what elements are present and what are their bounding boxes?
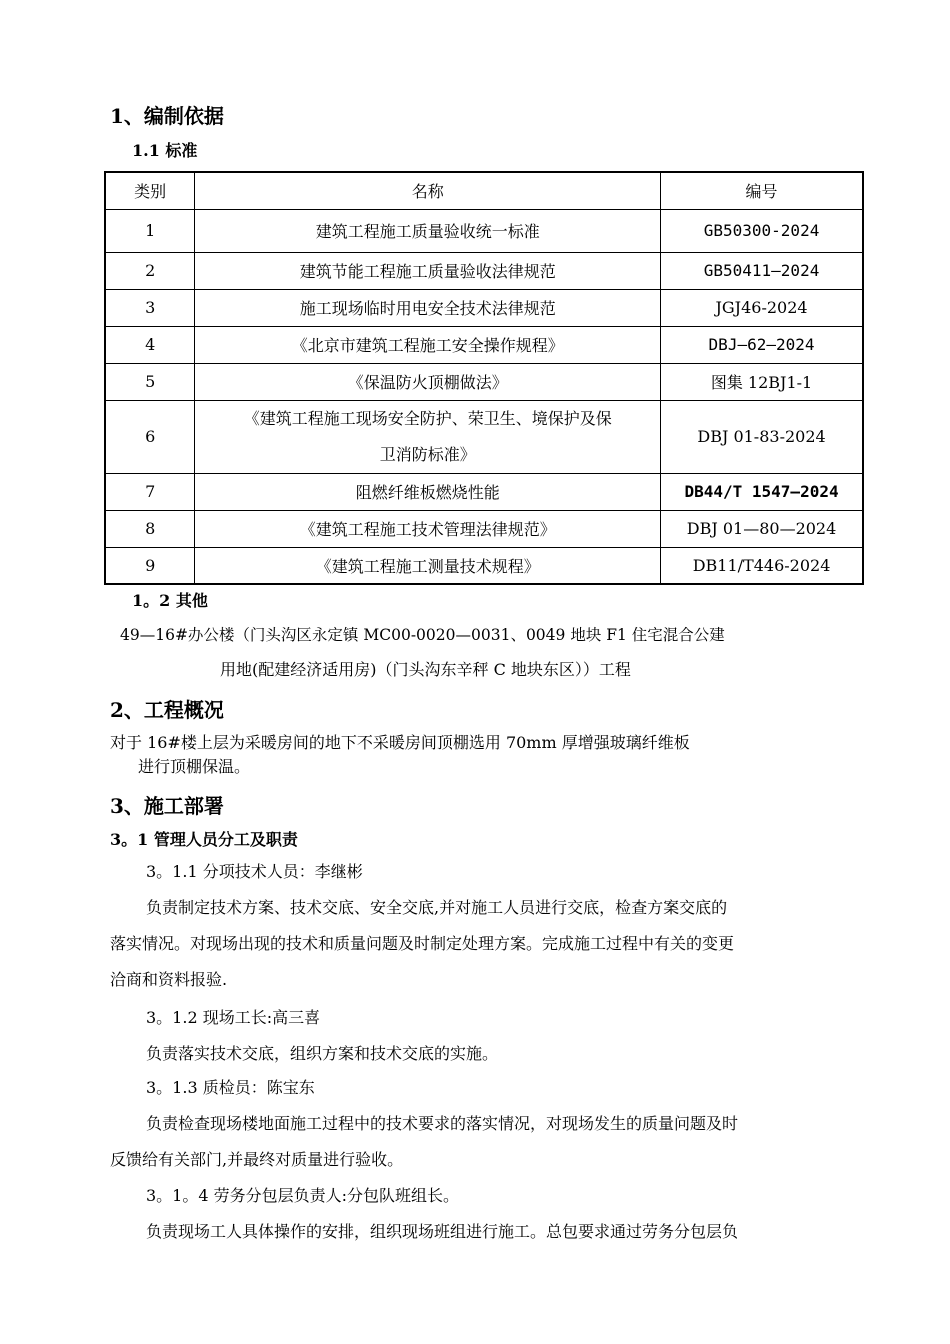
role-foreman-title: 3。1.2 现场工长:高三喜 [146,1008,321,1027]
cell-category: 9 [105,547,195,584]
section-3-title: 3、施工部署 [110,794,224,818]
paragraph-line: 负责检查现场楼地面施工过程中的技术要求的落实情况，对现场发生的质量问题及时 [146,1114,739,1133]
paragraph-line: 洽商和资料报验. [110,970,228,989]
table-row [105,363,863,400]
project-name-line: 49—16#办公楼（门头沟区永定镇 MC00-0020—0031、0049 地块 F1 住宅混合公建 [120,626,725,644]
cell-code: DB11/T446-2024 [661,547,863,584]
cell-code: GB50300-2024 [661,209,863,252]
cell-category: 8 [105,510,195,547]
subsection-1-2-title: 1。2 其他 [132,591,208,610]
cell-category: 7 [105,473,195,510]
section-2-title: 2、工程概况 [110,698,224,722]
overview-line: 对于 16#楼上层为采暖房间的地下不采暖房间顶棚选用 70mm 厚增强玻璃纤维板 [110,733,690,752]
table-row [105,400,863,473]
paragraph-line: 落实情况。对现场出现的技术和质量问题及时制定处理方案。完成施工过程中有关的变更 [110,934,735,953]
table-row [105,547,863,584]
cell-category: 2 [105,252,195,289]
cell-category: 4 [105,326,195,363]
overview-line: 进行顶棚保温。 [138,757,251,776]
paragraph-line: 负责现场工人具体操作的安排，组织现场班组进行施工。总包要求通过劳务分包层负 [146,1222,739,1241]
standards-table [104,171,864,585]
table-row [105,510,863,547]
paragraph-line: 负责制定技术方案、技术交底、安全交底,并对施工人员进行交底，检查方案交底的 [146,898,728,917]
cell-category: 1 [105,209,195,252]
cell-name: 建筑节能工程施工质量验收法律规范 [195,252,661,289]
cell-name: 建筑工程施工质量验收统一标准 [195,209,661,252]
cell-code: DBJ 01-83-2024 [661,400,863,473]
role-subcontractor-title: 3。1。4 劳务分包层负责人:分包队班组长。 [146,1186,460,1205]
role-technician-title: 3。1.1 分项技术人员：李继彬 [146,862,363,881]
project-name-line: 用地(配建经济适用房)（门头沟东辛秤 C 地块东区））工程 [220,660,631,679]
cell-name: 《北京市建筑工程施工安全操作规程》 [195,326,661,363]
paragraph-line: 负责落实技术交底，组织方案和技术交底的实施。 [146,1044,499,1063]
cell-name-line: 卫消防标准》 [379,444,476,464]
section-1-title: 1、编制依据 [110,104,224,128]
cell-code: 图集 12BJ1-1 [661,363,863,400]
table-header-row [105,172,863,209]
cell-code: DB44/T 1547—2024 [661,473,863,510]
table-row [105,473,863,510]
cell-category: 3 [105,289,195,326]
cell-code: JGJ46-2024 [661,289,863,326]
cell-code: DBJ—62—2024 [661,326,863,363]
header-code: 编号 [661,172,863,209]
cell-name-line: 《建筑工程施工现场安全防护、荣卫生、境保护及保 [243,408,612,428]
cell-category: 5 [105,363,195,400]
cell-name: 《保温防火顶棚做法》 [195,363,661,400]
cell-name: 施工现场临时用电安全技术法律规范 [195,289,661,326]
table-row [105,252,863,289]
cell-name: 《建筑工程施工测量技术规程》 [195,547,661,584]
cell-code: GB50411—2024 [661,252,863,289]
header-category: 类别 [105,172,195,209]
cell-code: DBJ 01—80—2024 [661,510,863,547]
cell-name: 《建筑工程施工技术管理法律规范》 [195,510,661,547]
cell-category: 6 [105,400,195,473]
subsection-3-1-title: 3。1 管理人员分工及职责 [110,830,298,849]
table-row [105,209,863,252]
table-row [105,289,863,326]
table-row [105,326,863,363]
cell-name: 阻燃纤维板燃烧性能 [195,473,661,510]
subsection-1-1-title: 1.1 标准 [132,141,198,160]
role-inspector-title: 3。1.3 质检员：陈宝东 [146,1078,315,1097]
paragraph-line: 反馈给有关部门,并最终对质量进行验收。 [110,1150,404,1169]
cell-name [195,400,661,473]
header-name: 名称 [195,172,661,209]
